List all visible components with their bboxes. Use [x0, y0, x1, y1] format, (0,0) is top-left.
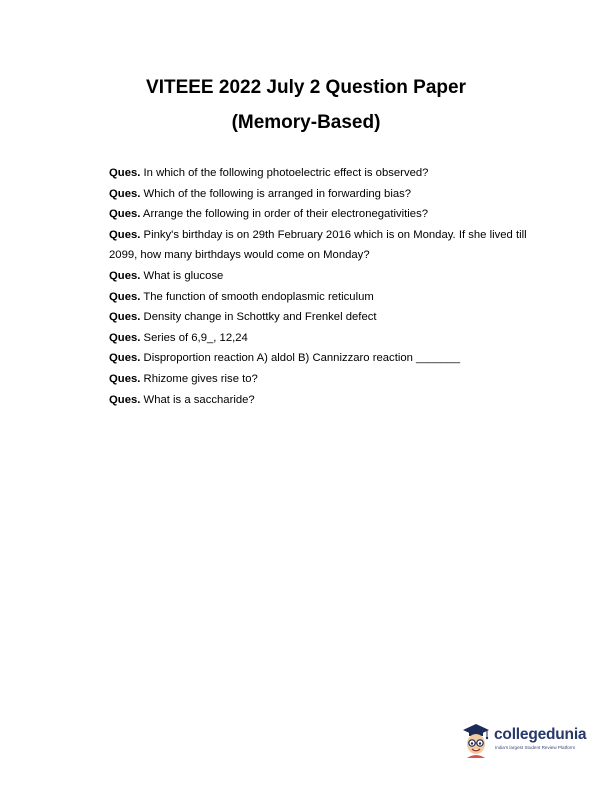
question-text: Rhizome gives rise to?	[143, 372, 258, 385]
question-text: In which of the following photoelectric effect is observed?	[143, 167, 429, 179]
question-label: Ques.	[109, 290, 141, 303]
question-label: Ques.	[109, 269, 141, 282]
question-label: Ques.	[109, 331, 141, 344]
page-title: VITEEE 2022 July 2 Question Paper	[146, 77, 466, 98]
page-subtitle: (Memory-Based)	[231, 112, 381, 133]
question-label: Ques.	[109, 167, 141, 179]
question-item	[109, 266, 549, 287]
question-label: Ques.	[109, 393, 141, 406]
question-text: Which of the following is arranged in forwarding bias?	[143, 187, 412, 200]
logo-tagline: India's largest Student Review Platform	[495, 745, 576, 750]
question-label: Ques.	[109, 352, 141, 365]
question-item	[109, 328, 549, 349]
mascot-icon	[459, 722, 493, 758]
question-text: Arrange the following in order of their electronegativities?	[142, 208, 429, 221]
question-list	[109, 163, 549, 410]
question-label: Ques.	[109, 311, 141, 324]
question-text: What is a saccharide?	[143, 393, 255, 406]
question-text: Series of 6,9_, 12,24	[143, 331, 248, 344]
question-text: Density change in Schottky and Frenkel defect	[143, 311, 377, 324]
question-item	[109, 369, 549, 390]
question-item	[109, 184, 549, 205]
question-item	[109, 307, 549, 328]
question-item	[109, 204, 549, 225]
question-text: The function of smooth endoplasmic reticulum	[143, 290, 374, 303]
question-label: Ques.	[109, 208, 141, 221]
question-text: Pinky's birthday is on 29th February 2016 which is on Monday. If she lived till 2099, how many birthdays would come on Monday?	[109, 228, 527, 262]
question-text: Disproportion reaction A) aldol B) Cannizzaro reaction _______	[143, 352, 461, 365]
question-item	[109, 163, 549, 184]
question-item	[109, 348, 549, 369]
question-item	[109, 287, 549, 308]
question-item	[109, 225, 549, 266]
question-label: Ques.	[109, 372, 141, 385]
question-label: Ques.	[109, 187, 141, 200]
logo-wordmark: collegedunia	[494, 726, 587, 743]
question-item	[109, 390, 549, 411]
question-label: Ques.	[109, 228, 141, 241]
collegedunia-logo	[459, 718, 594, 764]
question-text: What is glucose	[143, 269, 224, 282]
